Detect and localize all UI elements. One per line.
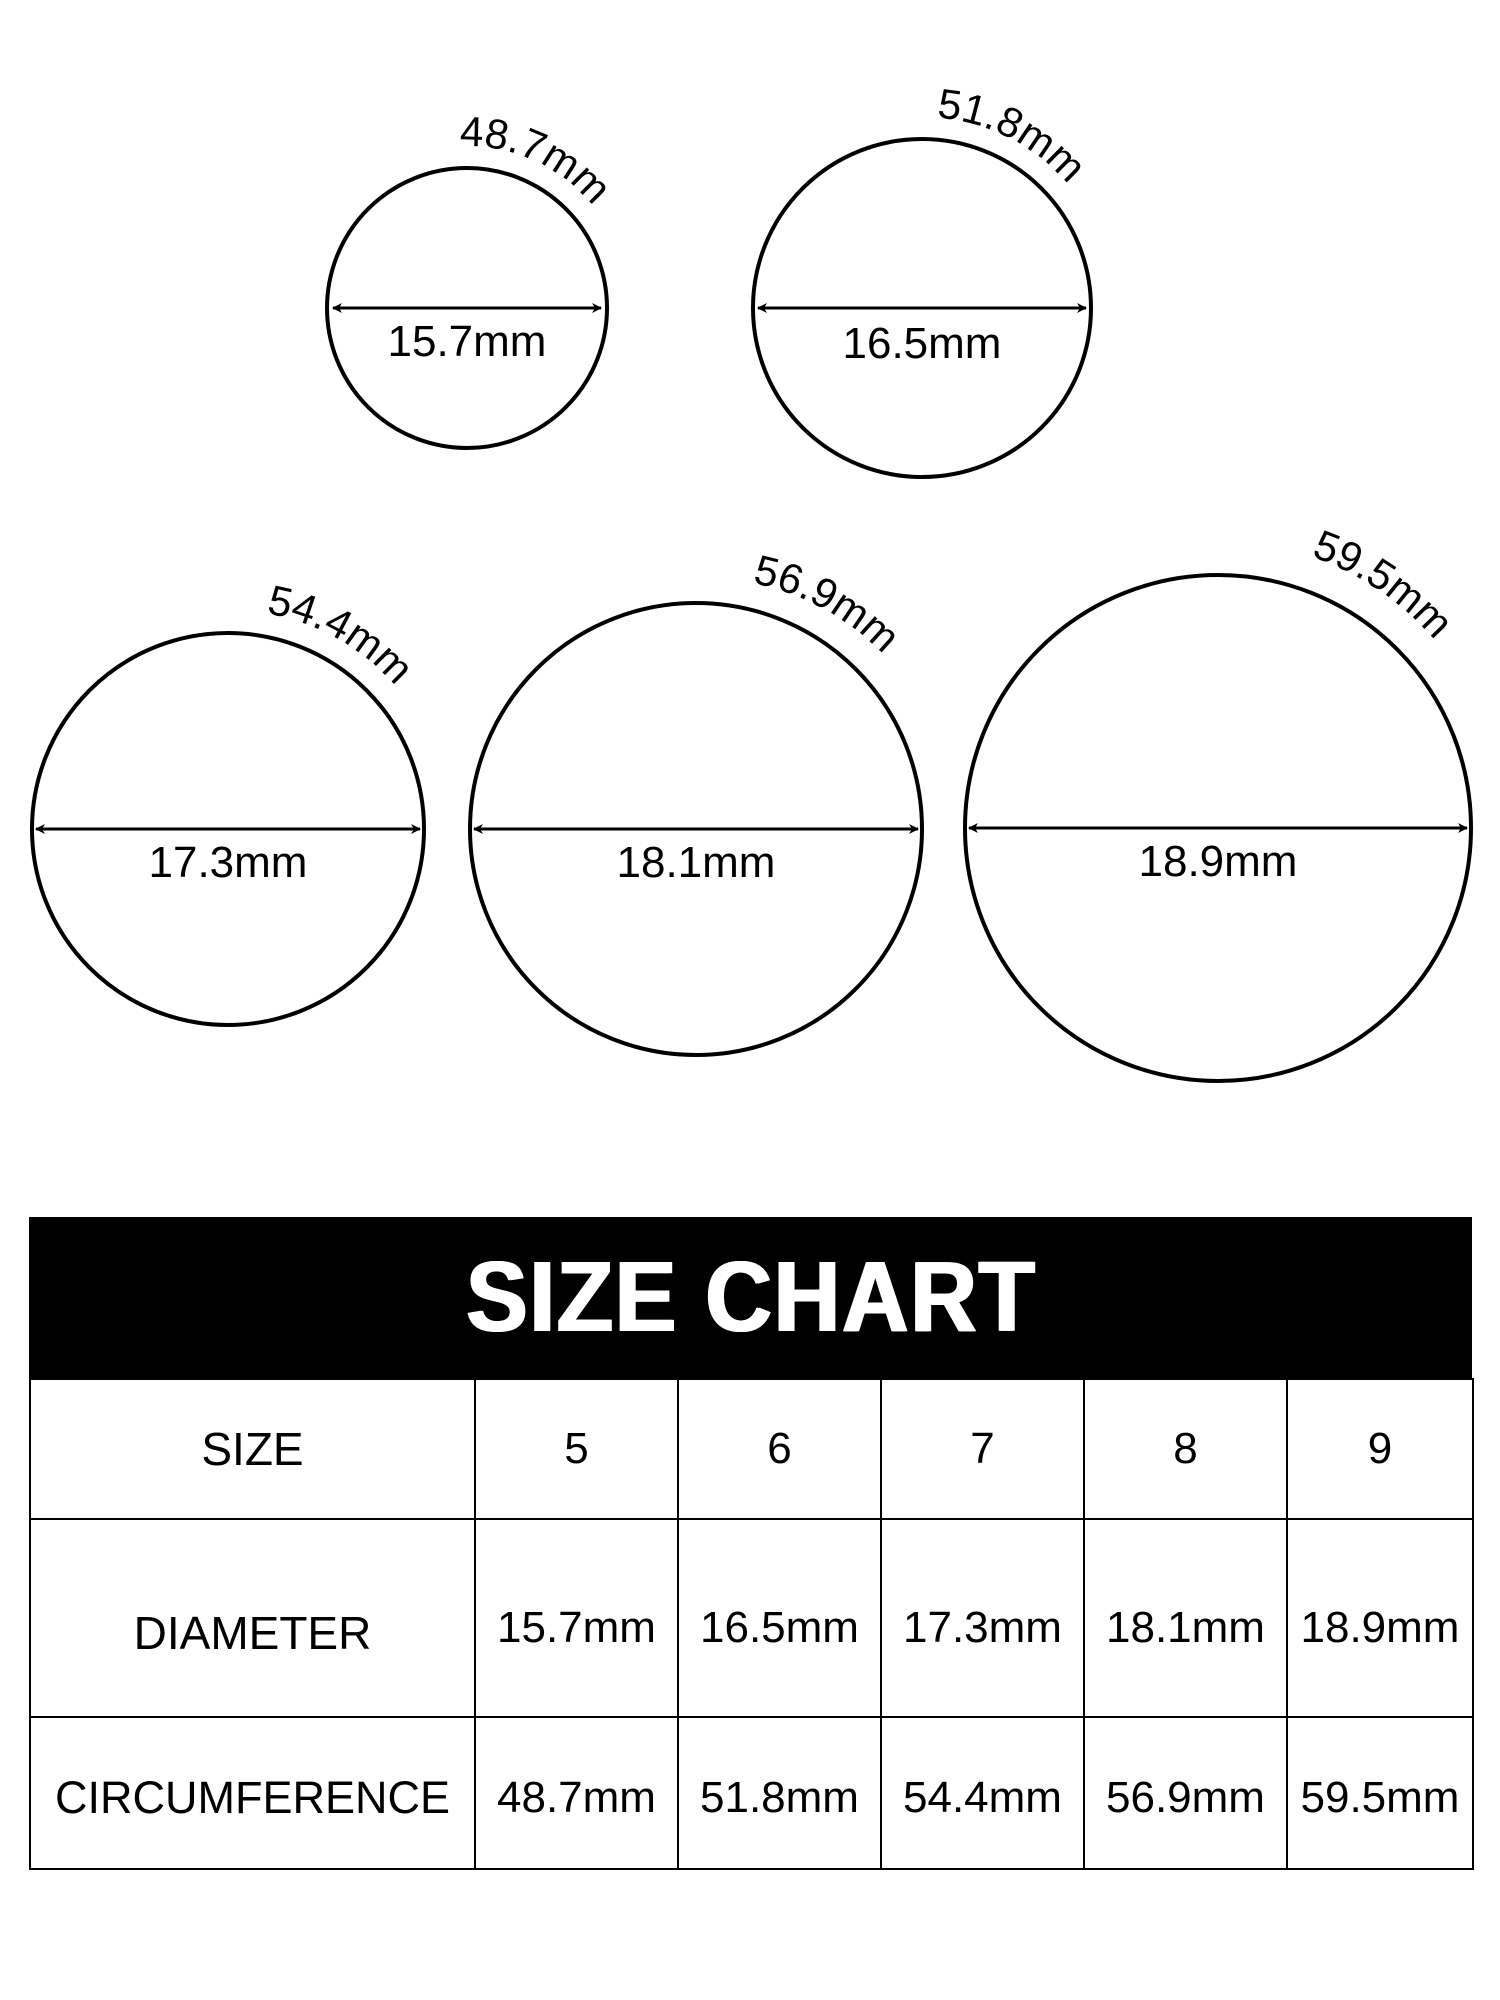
ring-size-9 [965,521,1471,1081]
circumference-cell: 56.9mm [1084,1717,1287,1869]
row-label-size: SIZE [30,1379,475,1519]
diameter-cell: 15.7mm [475,1519,678,1717]
circumference-label: 51.8mm [935,79,1096,191]
size-table-grid [29,1378,1474,1870]
circumference-cell: 48.7mm [475,1717,678,1869]
diameter-label: 15.7mm [387,317,547,366]
diameter-label: 18.1mm [616,838,776,887]
circumference-label: 54.4mm [264,575,423,693]
diameter-label: 17.3mm [148,838,308,887]
size-chart-title: SIZE CHART [465,1241,1036,1353]
size-chart-header [29,1217,1472,1378]
ring-size-5 [327,108,621,448]
ring-size-6 [753,80,1099,477]
diameter-cell: 18.9mm [1287,1519,1473,1717]
size-cell: 9 [1287,1379,1473,1519]
circumference-cell: 59.5mm [1287,1717,1473,1869]
row-label-diameter: DIAMETER [30,1519,475,1717]
circumference-label: 48.7mm [459,107,621,213]
row-label-circumference: CIRCUMFERENCE [30,1717,475,1869]
circumference-label: 56.9mm [749,545,910,661]
ring-size-7 [32,576,424,1025]
ring-size-8 [470,546,922,1055]
size-cell: 7 [881,1379,1084,1519]
diameter-cell: 18.1mm [1084,1519,1287,1717]
size-cell: 5 [475,1379,678,1519]
circumference-cell: 51.8mm [678,1717,881,1869]
circumference-cell: 54.4mm [881,1717,1084,1869]
table-row-circumference [30,1717,1473,1869]
size-cell: 6 [678,1379,881,1519]
table-row-diameter [30,1519,1473,1717]
circumference-label: 59.5mm [1307,520,1463,647]
diameter-label: 18.9mm [1138,837,1298,886]
size-cell: 8 [1084,1379,1287,1519]
diameter-cell: 17.3mm [881,1519,1084,1717]
table-row-size [30,1379,1473,1519]
diameter-label: 16.5mm [842,319,1002,368]
diameter-cell: 16.5mm [678,1519,881,1717]
size-chart-table [29,1217,1472,1870]
